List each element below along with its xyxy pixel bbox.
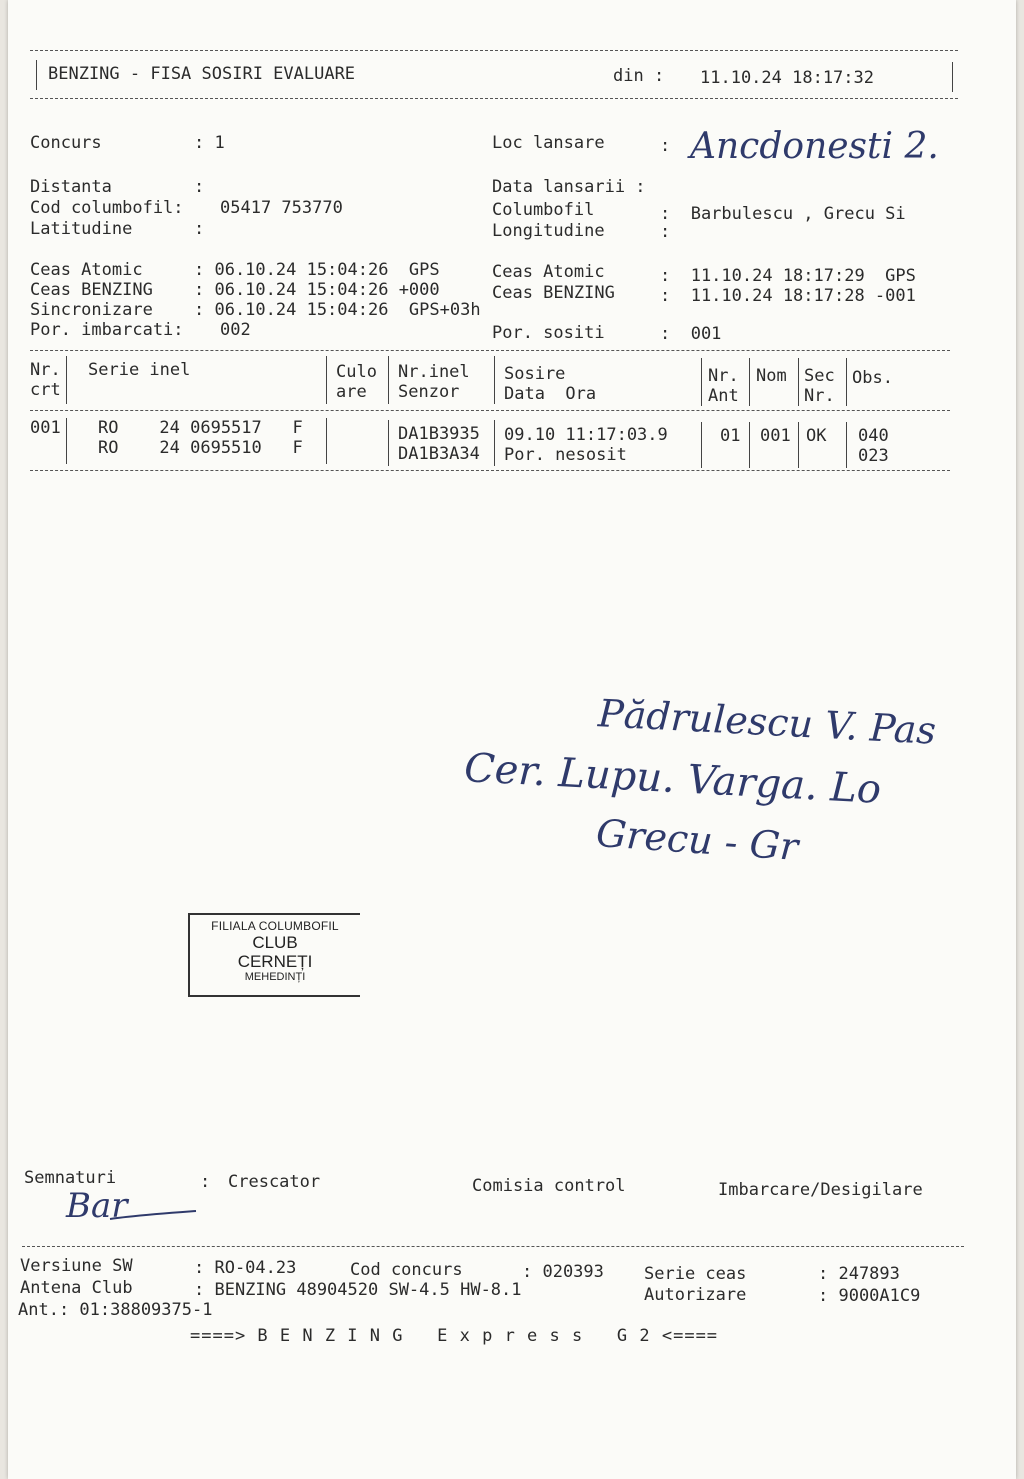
- benzing-express-brand: ====> B E N Z I N G E x p r e s s G 2 <====: [190, 1326, 719, 1346]
- loc-lansare-colon: :: [660, 136, 671, 156]
- col-sep-header: [494, 356, 495, 404]
- col-sep-header: [388, 356, 389, 404]
- handwritten-line-3: Grecu - Gr: [594, 810, 800, 870]
- por-sositi-label: Por. sositi: [492, 323, 605, 343]
- col-sep-header: [701, 358, 702, 406]
- crescator-label: Crescator: [228, 1172, 321, 1192]
- col-sep-header: [326, 356, 327, 404]
- handwritten-line-1: Pădrulescu V. Pas: [597, 691, 938, 753]
- cod-concurs-label: Cod concurs: [350, 1260, 463, 1280]
- din-value: 11.10.24 18:17:32: [700, 68, 874, 88]
- col-header-sosire: Sosire: [504, 364, 566, 384]
- signature-stroke: [108, 1205, 198, 1225]
- columbofil-value: : Barbulescu , Grecu Si: [660, 204, 906, 224]
- loc-lansare-label: Loc lansare: [492, 133, 605, 153]
- autorizare-label: Autorizare: [644, 1285, 747, 1305]
- col-header-culoare: Culo: [336, 362, 377, 382]
- col-sep-header: [798, 358, 799, 406]
- col-header-serie-inel: Serie inel: [88, 360, 191, 380]
- stamp-line-1: FILIALA COLUMBOFIL: [211, 919, 339, 933]
- semnaturi-label: Semnaturi: [24, 1168, 117, 1188]
- longitudine-label: Longitudine: [492, 221, 605, 241]
- row2-obs: 023: [858, 446, 889, 466]
- col-header-senzor: Senzor: [398, 382, 460, 402]
- columbofil-label: Columbofil: [492, 200, 595, 220]
- col-sep-body: [701, 422, 702, 468]
- col-sep-body: [494, 420, 495, 466]
- stamp-line-3: CERNEȚI: [237, 952, 313, 971]
- row1-nom: 001: [760, 426, 791, 446]
- row1-nr: 001: [30, 418, 61, 438]
- antena-club-label: Antena Club: [20, 1278, 133, 1298]
- ceas-benzing-left-label: Ceas BENZING: [30, 280, 153, 300]
- ceas-atomic-right-label: Ceas Atomic: [492, 262, 605, 282]
- ceas-atomic-left-label: Ceas Atomic: [30, 260, 143, 280]
- ceas-atomic-right-value: : 11.10.24 18:17:29 GPS: [660, 266, 916, 286]
- header-right-border: [952, 62, 953, 92]
- col-header-obs: Obs.: [852, 368, 893, 388]
- sincronizare-label: Sincronizare: [30, 300, 153, 320]
- stamp-line-4: MEHEDINȚI: [244, 971, 306, 983]
- header-top-rule: [30, 50, 958, 51]
- latitudine-value: :: [194, 219, 205, 239]
- table-header-rule: [30, 410, 950, 411]
- versiune-sw-value: : RO-04.23: [194, 1258, 297, 1278]
- table-top-rule: [30, 350, 950, 351]
- versiune-sw-label: Versiune SW: [20, 1256, 133, 1276]
- por-imbarcati-label: Por. imbarcati:: [30, 320, 184, 340]
- col-sep-body: [66, 418, 67, 464]
- concurs-label: Concurs: [30, 133, 102, 153]
- handwritten-line-2: Cer. Lupu. Varga. Lo: [463, 745, 883, 813]
- cod-columbofil-value: 05417 753770: [220, 198, 343, 218]
- header-bottom-rule: [30, 98, 958, 99]
- imbarcare-desigilare-label: Imbarcare/Desigilare: [718, 1180, 923, 1200]
- longitudine-value: :: [660, 222, 671, 242]
- antena-club-value: : BENZING 48904520 SW-4.5 HW-8.1: [194, 1280, 522, 1300]
- col-header-sec: Sec: [804, 366, 835, 386]
- col-sep-header: [846, 358, 847, 406]
- col-header-culoare-2: are: [336, 382, 367, 402]
- sincronizare-value: : 06.10.24 15:04:26 GPS+03h: [194, 300, 481, 320]
- row2-sosire: Por. nesosit: [504, 445, 627, 465]
- ant-line: Ant.: 01:38809375-1: [18, 1300, 213, 1320]
- distanta-label: Distanta: [30, 177, 112, 197]
- cod-columbofil-label: Cod columbofil:: [30, 198, 184, 218]
- header-left-border: [36, 60, 37, 90]
- col-header-nr-inel: Nr.inel: [398, 362, 470, 382]
- semnaturi-colon: :: [200, 1172, 211, 1192]
- loc-lansare-handwritten: Ancdonesti 2.: [690, 126, 939, 167]
- ceas-benzing-right-label: Ceas BENZING: [492, 283, 615, 303]
- col-header-nr-ant: Nr.: [708, 366, 739, 386]
- col-sep-header: [66, 356, 67, 404]
- col-sep-header: [749, 358, 750, 406]
- col-header-crt: crt: [30, 380, 61, 400]
- por-imbarcati-value: 002: [220, 320, 251, 340]
- din-label: din :: [613, 66, 665, 86]
- row1-sec: OK: [806, 426, 827, 446]
- stamp-line-2: CLUB: [252, 933, 298, 952]
- table-bottom-rule: [30, 470, 950, 471]
- col-sep-body: [326, 418, 327, 464]
- concurs-value: : 1: [194, 133, 225, 153]
- col-sep-body: [388, 420, 389, 466]
- comisia-control-label: Comisia control: [472, 1176, 626, 1196]
- club-stamp: [188, 913, 360, 997]
- col-header-nr: Nr.: [30, 360, 61, 380]
- col-header-sec-nr: Nr.: [804, 386, 835, 406]
- latitudine-label: Latitudine: [30, 219, 133, 239]
- ceas-benzing-right-value: : 11.10.24 18:17:28 -001: [660, 286, 916, 306]
- col-sep-body: [798, 422, 799, 468]
- ceas-benzing-left-value: : 06.10.24 15:04:26 +000: [194, 280, 440, 300]
- footer-rule: [22, 1246, 964, 1247]
- ceas-atomic-left-value: : 06.10.24 15:04:26 GPS: [194, 260, 440, 280]
- col-sep-body: [846, 422, 847, 468]
- row1-serie: RO 24 0695517 F: [98, 418, 303, 438]
- data-lansarii-label: Data lansarii :: [492, 177, 646, 197]
- row1-sosire: 09.10 11:17:03.9: [504, 425, 668, 445]
- printout-sheet: [8, 0, 1016, 1479]
- cod-concurs-value: : 020393: [522, 1262, 604, 1282]
- serie-ceas-label: Serie ceas: [644, 1264, 747, 1284]
- serie-ceas-value: : 247893: [818, 1264, 900, 1284]
- col-header-nom: Nom: [756, 366, 787, 386]
- row2-serie: RO 24 0695510 F: [98, 438, 303, 458]
- row1-obs: 040: [858, 426, 889, 446]
- autorizare-value: : 9000A1C9: [818, 1286, 921, 1306]
- por-sositi-value: : 001: [660, 324, 722, 344]
- distanta-value: :: [194, 177, 205, 197]
- col-header-ant: Ant: [708, 386, 739, 406]
- col-header-data-ora: Data Ora: [504, 384, 597, 404]
- row2-senzor: DA1B3A34: [398, 444, 480, 464]
- row1-ant: 01: [720, 426, 741, 446]
- crescator-signature: Bar: [66, 1186, 128, 1226]
- col-sep-body: [749, 422, 750, 468]
- row1-senzor: DA1B3935: [398, 424, 480, 444]
- document-title: BENZING - FISA SOSIRI EVALUARE: [48, 64, 356, 84]
